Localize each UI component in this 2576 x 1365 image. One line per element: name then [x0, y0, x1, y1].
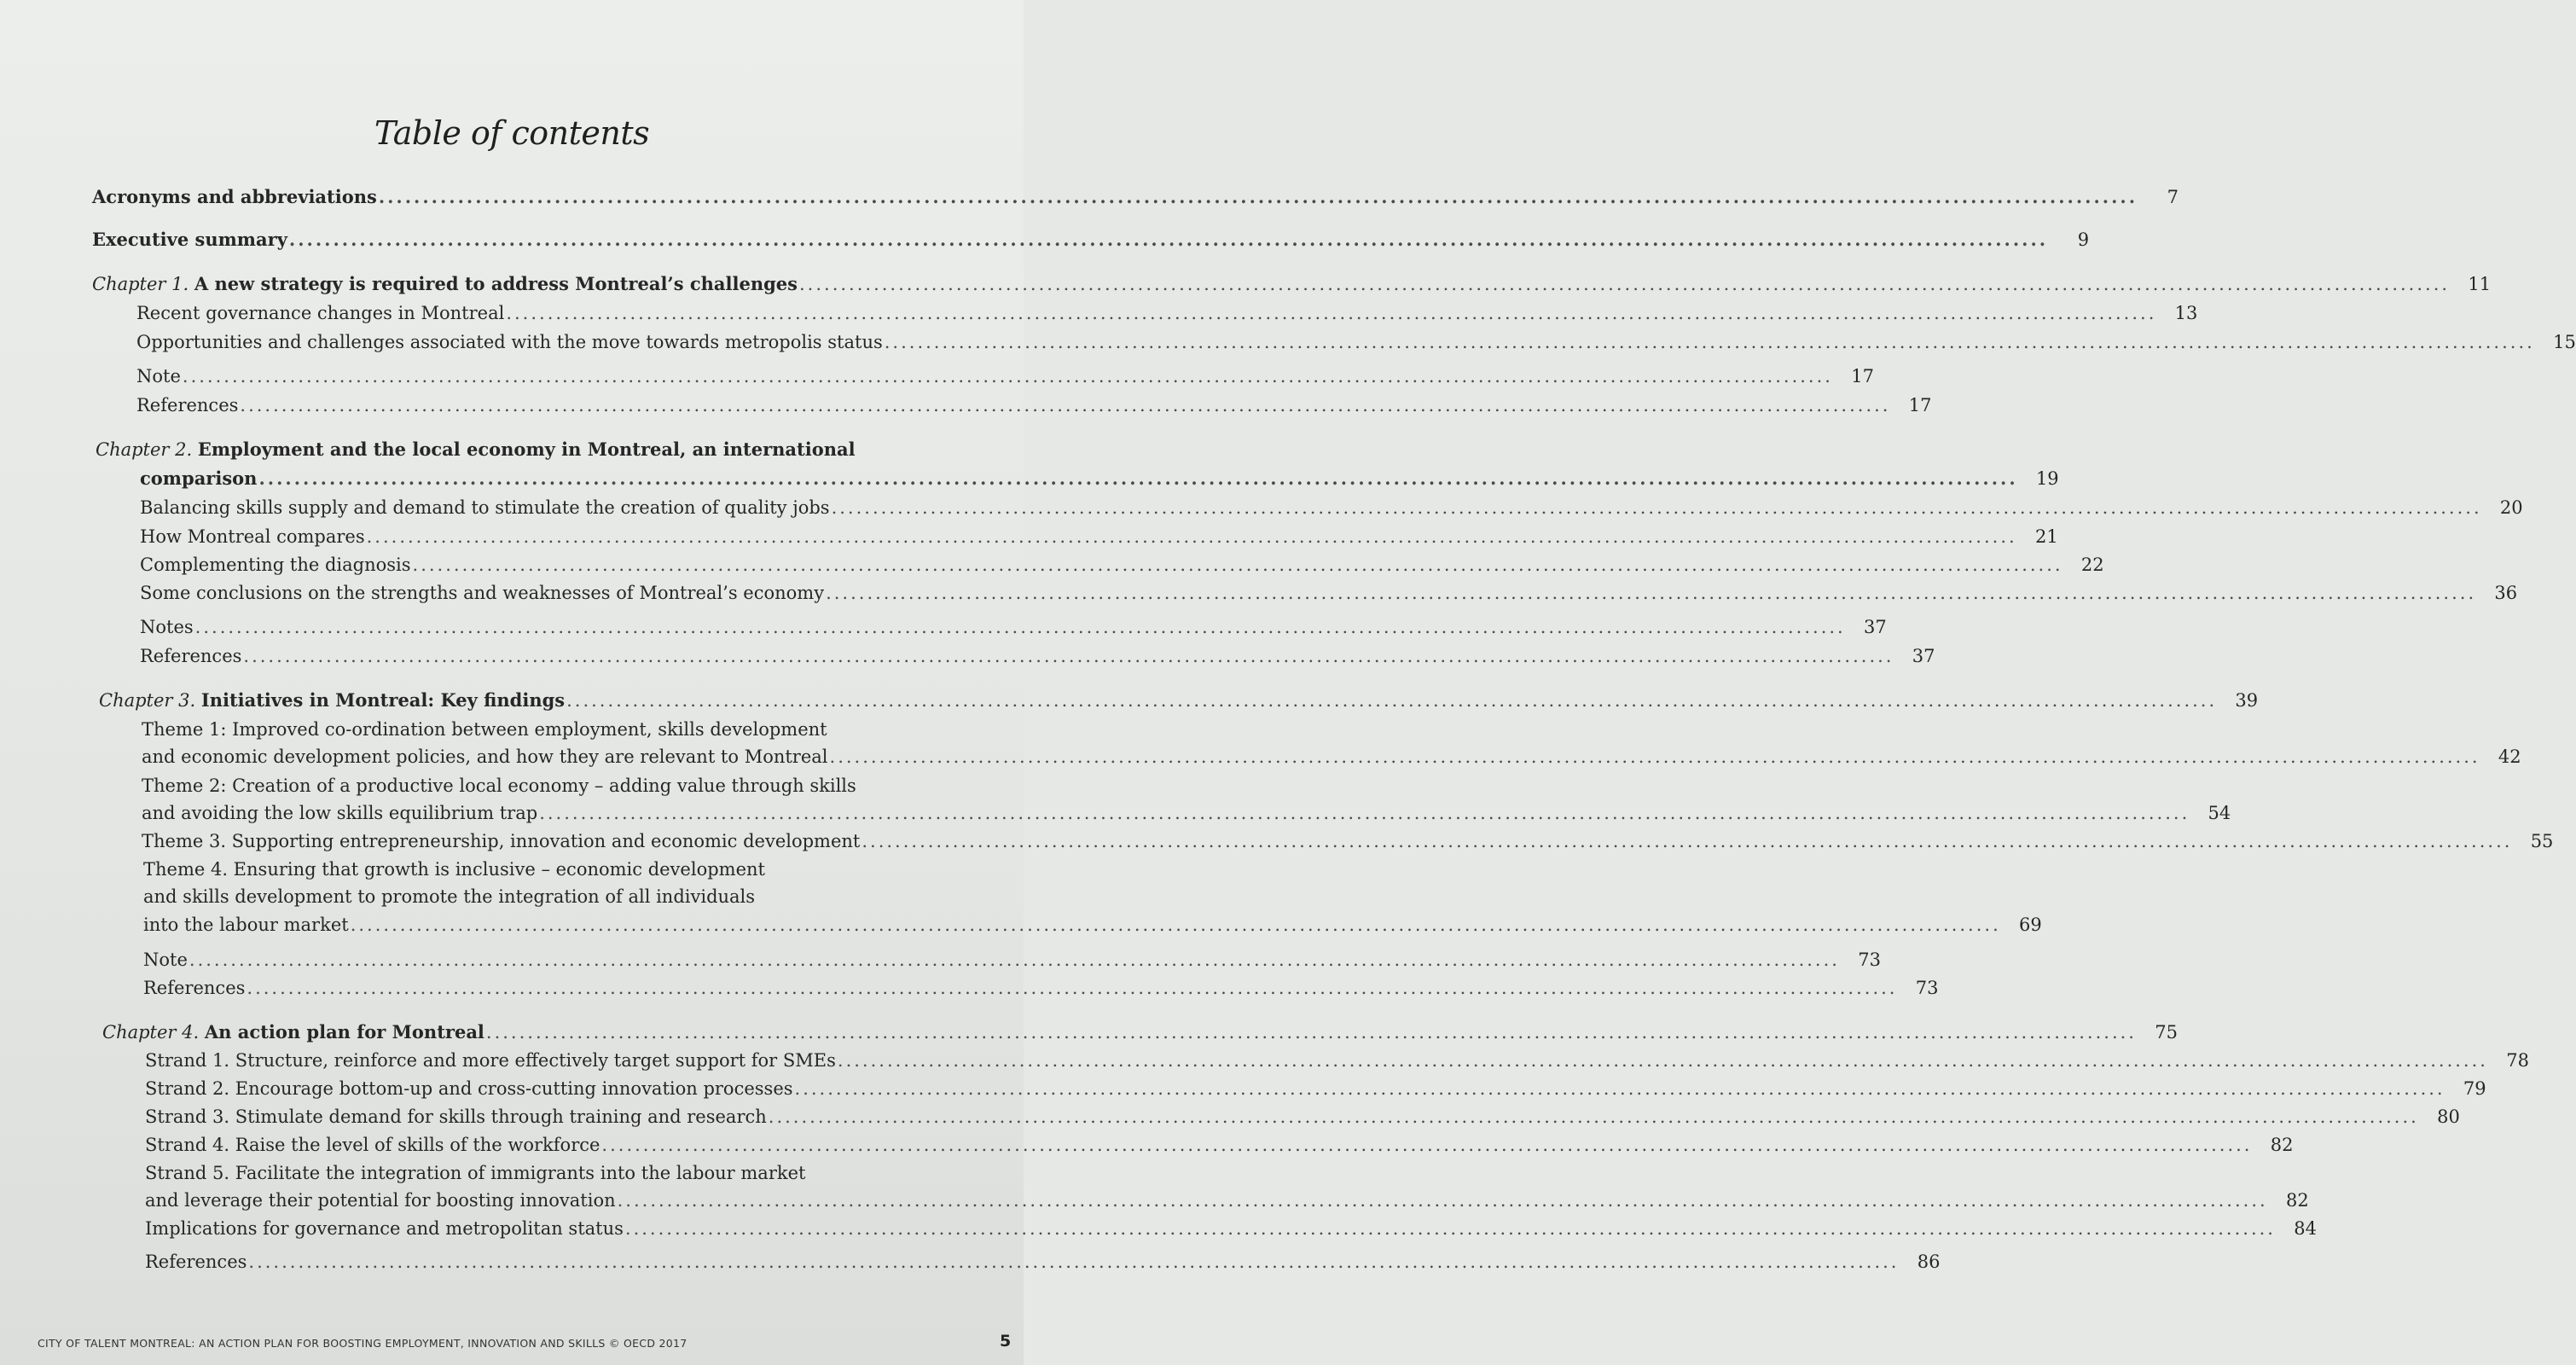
toc-page-number: 9: [2077, 229, 2090, 250]
toc-page-number: 17: [1851, 366, 1874, 386]
toc-entry[interactable]: [142, 828, 2554, 854]
toc-entry-label: References: [140, 646, 242, 666]
toc-page-number: 22: [2080, 555, 2104, 575]
toc-page-number: 37: [1864, 617, 1887, 637]
toc-entry-label: References: [143, 978, 246, 998]
page-number: 5: [1000, 1332, 1012, 1350]
leader-dots: ........................................................................................................................................................................................................: [768, 1107, 2419, 1127]
toc-entry-label: Strand 4. Raise the level of skills of the workforce: [145, 1135, 600, 1155]
leader-dots: ........................................................................................................................................................................................................: [506, 303, 2157, 323]
toc-chapter-heading-line: [96, 437, 856, 462]
toc-entry-label: Note: [143, 950, 188, 970]
chapter-prefix: Chapter 4.: [102, 1022, 200, 1043]
toc-entry-label: and economic development policies, and how they are relevant to Montreal: [142, 746, 828, 767]
toc-entry-label-line: Employment and the local economy in Montreal, an international: [197, 439, 856, 460]
toc-entry-label: Complementing the diagnosis: [140, 555, 411, 575]
toc-entry[interactable]: [92, 184, 2179, 210]
toc-page-number: 11: [2468, 274, 2492, 294]
leader-dots: ........................................................................................................................................................................................................: [258, 468, 2018, 489]
toc-entry[interactable]: [136, 300, 2198, 326]
toc-page-number: 21: [2034, 526, 2058, 547]
leader-dots: ........................................................................................................................................................................................................: [366, 526, 2017, 547]
chapter-prefix: Chapter 2.: [96, 439, 193, 460]
toc-entry[interactable]: [145, 1048, 2529, 1073]
toc-entry-label-line: Theme 4. Ensuring that growth is inclusive – economic development: [143, 859, 765, 880]
toc-page-number: 86: [1917, 1252, 1941, 1272]
toc-entry-label: Note: [136, 366, 181, 386]
leader-dots: ........................................................................................................................................................................................................: [862, 831, 2513, 851]
leader-dots: ........................................................................................................................................................................................................: [624, 1218, 2276, 1239]
leader-dots: ........................................................................................................................................................................................................: [350, 915, 2001, 935]
toc-page-number: 55: [2530, 831, 2554, 851]
leader-dots: ........................................................................................................................................................................................................: [240, 395, 1891, 415]
toc-entry-label: Balancing skills supply and demand to stimulate the creation of quality jobs: [140, 497, 830, 518]
toc-entry[interactable]: [145, 1132, 2294, 1158]
leader-dots: ........................................................................................................................................................................................................: [799, 274, 2451, 294]
toc-entry-label: Notes: [140, 617, 194, 637]
toc-page-number: 80: [2437, 1107, 2460, 1127]
toc-entry-label: An action plan for Montreal: [204, 1021, 484, 1043]
toc-entry-label: References: [145, 1252, 247, 1272]
toc-entry[interactable]: [136, 392, 1932, 418]
toc-chapter-entry[interactable]: [102, 1019, 2178, 1045]
leader-dots: ........................................................................................................................................................................................................: [601, 1135, 2253, 1155]
leader-dots: ........................................................................................................................................................................................................: [539, 803, 2190, 823]
toc-chapter-entry[interactable]: [140, 466, 2059, 491]
leader-dots: ........................................................................................................................................................................................................: [794, 1078, 2445, 1099]
toc-entry[interactable]: [140, 580, 2518, 606]
toc-entry[interactable]: [140, 495, 2523, 520]
toc-entry[interactable]: [145, 1076, 2486, 1101]
leader-dots: ........................................................................................................................................................................................................: [566, 690, 2218, 711]
page-title: Table of contents: [374, 114, 650, 152]
toc-entry[interactable]: [142, 800, 2231, 826]
toc-page-number: 13: [2174, 303, 2198, 323]
toc-entry-label: How Montreal compares: [140, 526, 365, 547]
toc-page-number: 7: [2167, 187, 2179, 207]
toc-page-number: 75: [2155, 1022, 2178, 1043]
toc-page-number: 37: [1912, 646, 1935, 666]
toc-entry[interactable]: [143, 947, 1881, 973]
toc-entry-label: Recent governance changes in Montreal: [136, 303, 505, 323]
toc-entry-label: comparison: [140, 468, 258, 489]
toc-page-number: 20: [2499, 497, 2523, 518]
toc-entry-label: Strand 3. Stimulate demand for skills through training and research: [145, 1107, 767, 1127]
toc-entry-label: A new strategy is required to address Montreal’s challenges: [194, 273, 798, 294]
toc-entry-label: Executive summary: [92, 229, 287, 250]
toc-entry[interactable]: [145, 1188, 2309, 1213]
toc-page-number: 73: [1858, 950, 1881, 970]
leader-dots: ........................................................................................................................................................................................................: [829, 746, 2480, 767]
leader-dots: ........................................................................................................................................................................................................: [617, 1190, 2268, 1211]
toc-entry-label: Some conclusions on the strengths and weaknesses of Montreal’s economy: [140, 583, 825, 603]
page-footer: CITY OF TALENT MONTREAL: AN ACTION PLAN FOR BOOSTING EMPLOYMENT, INNOVATION AND SKILLS © OECD 2017: [38, 1337, 688, 1350]
toc-entry[interactable]: [140, 552, 2104, 578]
leader-dots: ........................................................................................................................................................................................................: [189, 950, 1840, 970]
toc-page-number: 39: [2235, 690, 2259, 711]
toc-entry[interactable]: [142, 744, 2521, 770]
toc-entry[interactable]: [145, 1216, 2317, 1241]
toc-entry[interactable]: [136, 363, 1874, 389]
toc-page-number: 69: [2019, 915, 2042, 935]
leader-dots: ........................................................................................................................................................................................................: [831, 497, 2482, 518]
toc-entry-label-line: Theme 2: Creation of a productive local economy – adding value through skills: [142, 775, 856, 796]
toc-entry-label-line: Strand 5. Facilitate the integration of immigrants into the labour market: [145, 1163, 806, 1183]
toc-entry[interactable]: [136, 329, 2576, 355]
toc-entry[interactable]: [92, 227, 2090, 253]
chapter-prefix: Chapter 3.: [99, 690, 196, 711]
toc-entry[interactable]: [143, 912, 2042, 938]
toc-page-number: 42: [2498, 746, 2521, 767]
leader-dots: ........................................................................................................................................................................................................: [243, 646, 1894, 666]
toc-entry-label: Initiatives in Montreal: Key findings: [200, 689, 566, 711]
toc-entry[interactable]: [140, 524, 2058, 549]
toc-page-number: 82: [2270, 1135, 2294, 1155]
toc-page-number: 15: [2553, 332, 2576, 352]
toc-entry-label: Acronyms and abbreviations: [92, 186, 377, 207]
toc-page-number: 54: [2208, 803, 2231, 823]
leader-dots: ........................................................................................................................................................................................................: [194, 617, 1846, 637]
toc-entry-label: Implications for governance and metropolitan status: [145, 1218, 624, 1239]
leader-dots: ........................................................................................................................................................................................................: [412, 555, 2063, 575]
toc-entry[interactable]: [140, 643, 1935, 669]
toc-entry-label-line: Theme 1: Improved co-ordination between employment, skills development: [142, 719, 827, 740]
toc-page-number: 73: [1915, 978, 1939, 998]
toc-page-number: 36: [2494, 583, 2518, 603]
toc-entry-label: Opportunities and challenges associated with the move towards metropolis status: [136, 332, 883, 352]
toc-entry-label: Strand 2. Encourage bottom-up and cross-cutting innovation processes: [145, 1078, 793, 1099]
leader-dots: ........................................................................................................................................................................................................: [248, 1252, 1900, 1272]
toc-chapter-entry[interactable]: [99, 688, 2259, 713]
toc-page-number: 79: [2463, 1078, 2486, 1099]
toc-entry-label: Strand 1. Structure, reinforce and more effectively target support for SMEs: [145, 1050, 836, 1071]
leader-dots: ........................................................................................................................................................................................................: [182, 366, 1833, 386]
leader-dots: ........................................................................................................................................................................................................: [378, 186, 2138, 207]
toc-entry[interactable]: [140, 614, 1887, 640]
toc-entry[interactable]: [145, 1104, 2460, 1130]
toc-entry-label: into the labour market: [143, 915, 349, 935]
toc-chapter-entry[interactable]: [92, 271, 2492, 297]
toc-page-number: 17: [1908, 395, 1932, 415]
toc-page-number: 78: [2506, 1050, 2529, 1071]
chapter-prefix: Chapter 1.: [92, 274, 189, 294]
toc-entry-label: and avoiding the low skills equilibrium trap: [142, 803, 538, 823]
leader-dots: ........................................................................................................................................................................................................: [247, 978, 1898, 998]
leader-dots: ........................................................................................................................................................................................................: [884, 332, 2535, 352]
toc-entry-label: Theme 3. Supporting entrepreneurship, innovation and economic development: [142, 831, 861, 851]
leader-dots: ........................................................................................................................................................................................................: [837, 1050, 2488, 1071]
toc-page-number: 84: [2294, 1218, 2317, 1239]
toc-entry[interactable]: [145, 1249, 1941, 1275]
leader-dots: ........................................................................................................................................................................................................: [485, 1022, 2137, 1043]
toc-page-number: 19: [2035, 468, 2059, 489]
toc-entry[interactable]: [143, 975, 1939, 1001]
toc-page-number: 82: [2285, 1190, 2309, 1211]
toc-entry-label: References: [136, 395, 239, 415]
leader-dots: ........................................................................................................................................................................................................: [288, 229, 2049, 250]
toc-entry-label: and leverage their potential for boosting innovation: [145, 1190, 616, 1211]
leader-dots: ........................................................................................................................................................................................................: [826, 583, 2477, 603]
toc-entry-label-line: and skills development to promote the integration of all individuals: [143, 886, 756, 907]
